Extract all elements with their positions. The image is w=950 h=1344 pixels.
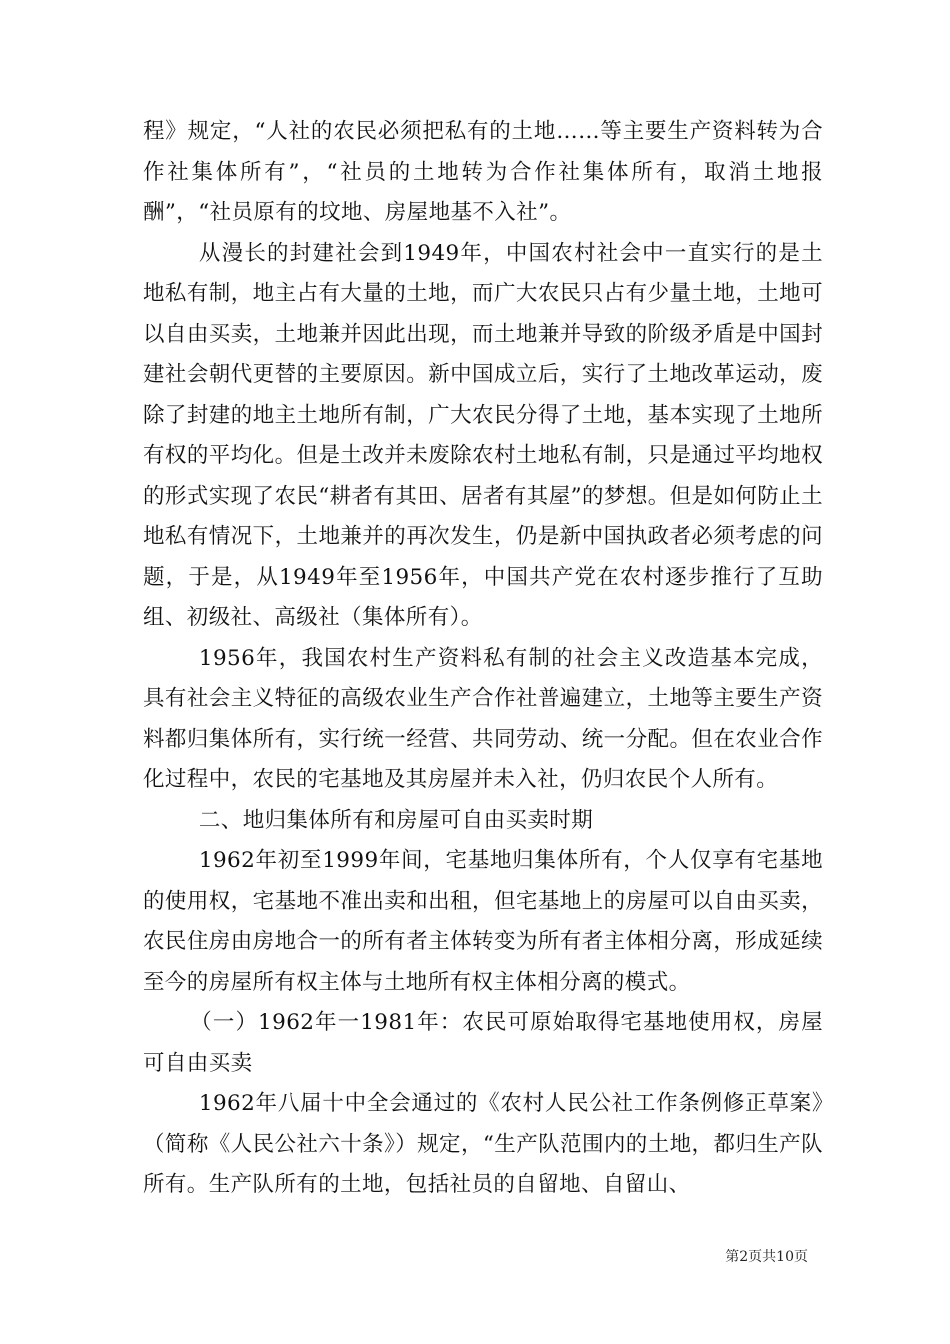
paragraph-1962-1999: 1962年初至1999年间，宅基地归集体所有，个人仅享有宅基地的使用权，宅基地不准出卖和出租，但宅基地上的房屋可以自由买卖，农民住房由房地合一的所有者主体转变为所有者主体相分离，形成延续至今的房屋所有权主体与土地所有权主体相分离的模式。	[143, 848, 823, 995]
paragraph-continuation: 程》规定，“人社的农民必须把私有的土地……等主要生产资料转为合作社集体所有”，“社员的土地转为合作社集体所有，取消土地报酬”，“社员原有的坟地、房屋地基不入社”。	[143, 119, 823, 225]
page-number: 第2页共10页	[725, 1249, 808, 1265]
section-heading: 二、地归集体所有和房屋可自由买卖时期	[198, 807, 594, 833]
paragraph-1956-reform: 1956年，我国农村生产资料私有制的社会主义改造基本完成，具有社会主义特征的高级农业生产合作社普遍建立，土地等主要生产资料都归集体所有，实行统一经营、共同劳动、统一分配。但在农业合作化过程中，农民的宅基地及其房屋并未入社，仍归农民个人所有。	[143, 645, 823, 792]
paragraph-land-history: 从漫长的封建社会到1949年，中国农村社会中一直实行的是土地私有制，地主占有大量的土地，而广大农民只占有少量土地，土地可以自由买卖，土地兼并因此出现，而土地兼并导致的阶级矛盾是中国封建社会朝代更替的主要原因。新中国成立后，实行了土地改革运动，废除了封建的地主土地所有制，广大农民分得了土地，基本实现了土地所有权的平均化。但是土改并未废除农村土地私有制，只是通过平均地权的形式实现了农民“耕者有其田、居者有其屋”的梦想。但是如何防止土地私有情况下，土地兼并的再次发生，仍是新中国执政者必须考虑的问题，于是，从1949年至1956年，中国共产党在农村逐步推行了互助组、初级社、高级社（集体所有）。	[143, 240, 823, 630]
subsection-heading: （一）1962年一1981年：农民可原始取得宅基地使用权，房屋可自由买卖	[143, 1010, 823, 1076]
document-body	[143, 112, 823, 1206]
paragraph-1962-regulation: 1962年八届十中全会通过的《农村人民公社工作条例修正草案》（简称《人民公社六十条》）规定，“生产队范围内的土地，都归生产队所有。生产队所有的土地，包括社员的自留地、自留山、	[143, 1091, 823, 1197]
